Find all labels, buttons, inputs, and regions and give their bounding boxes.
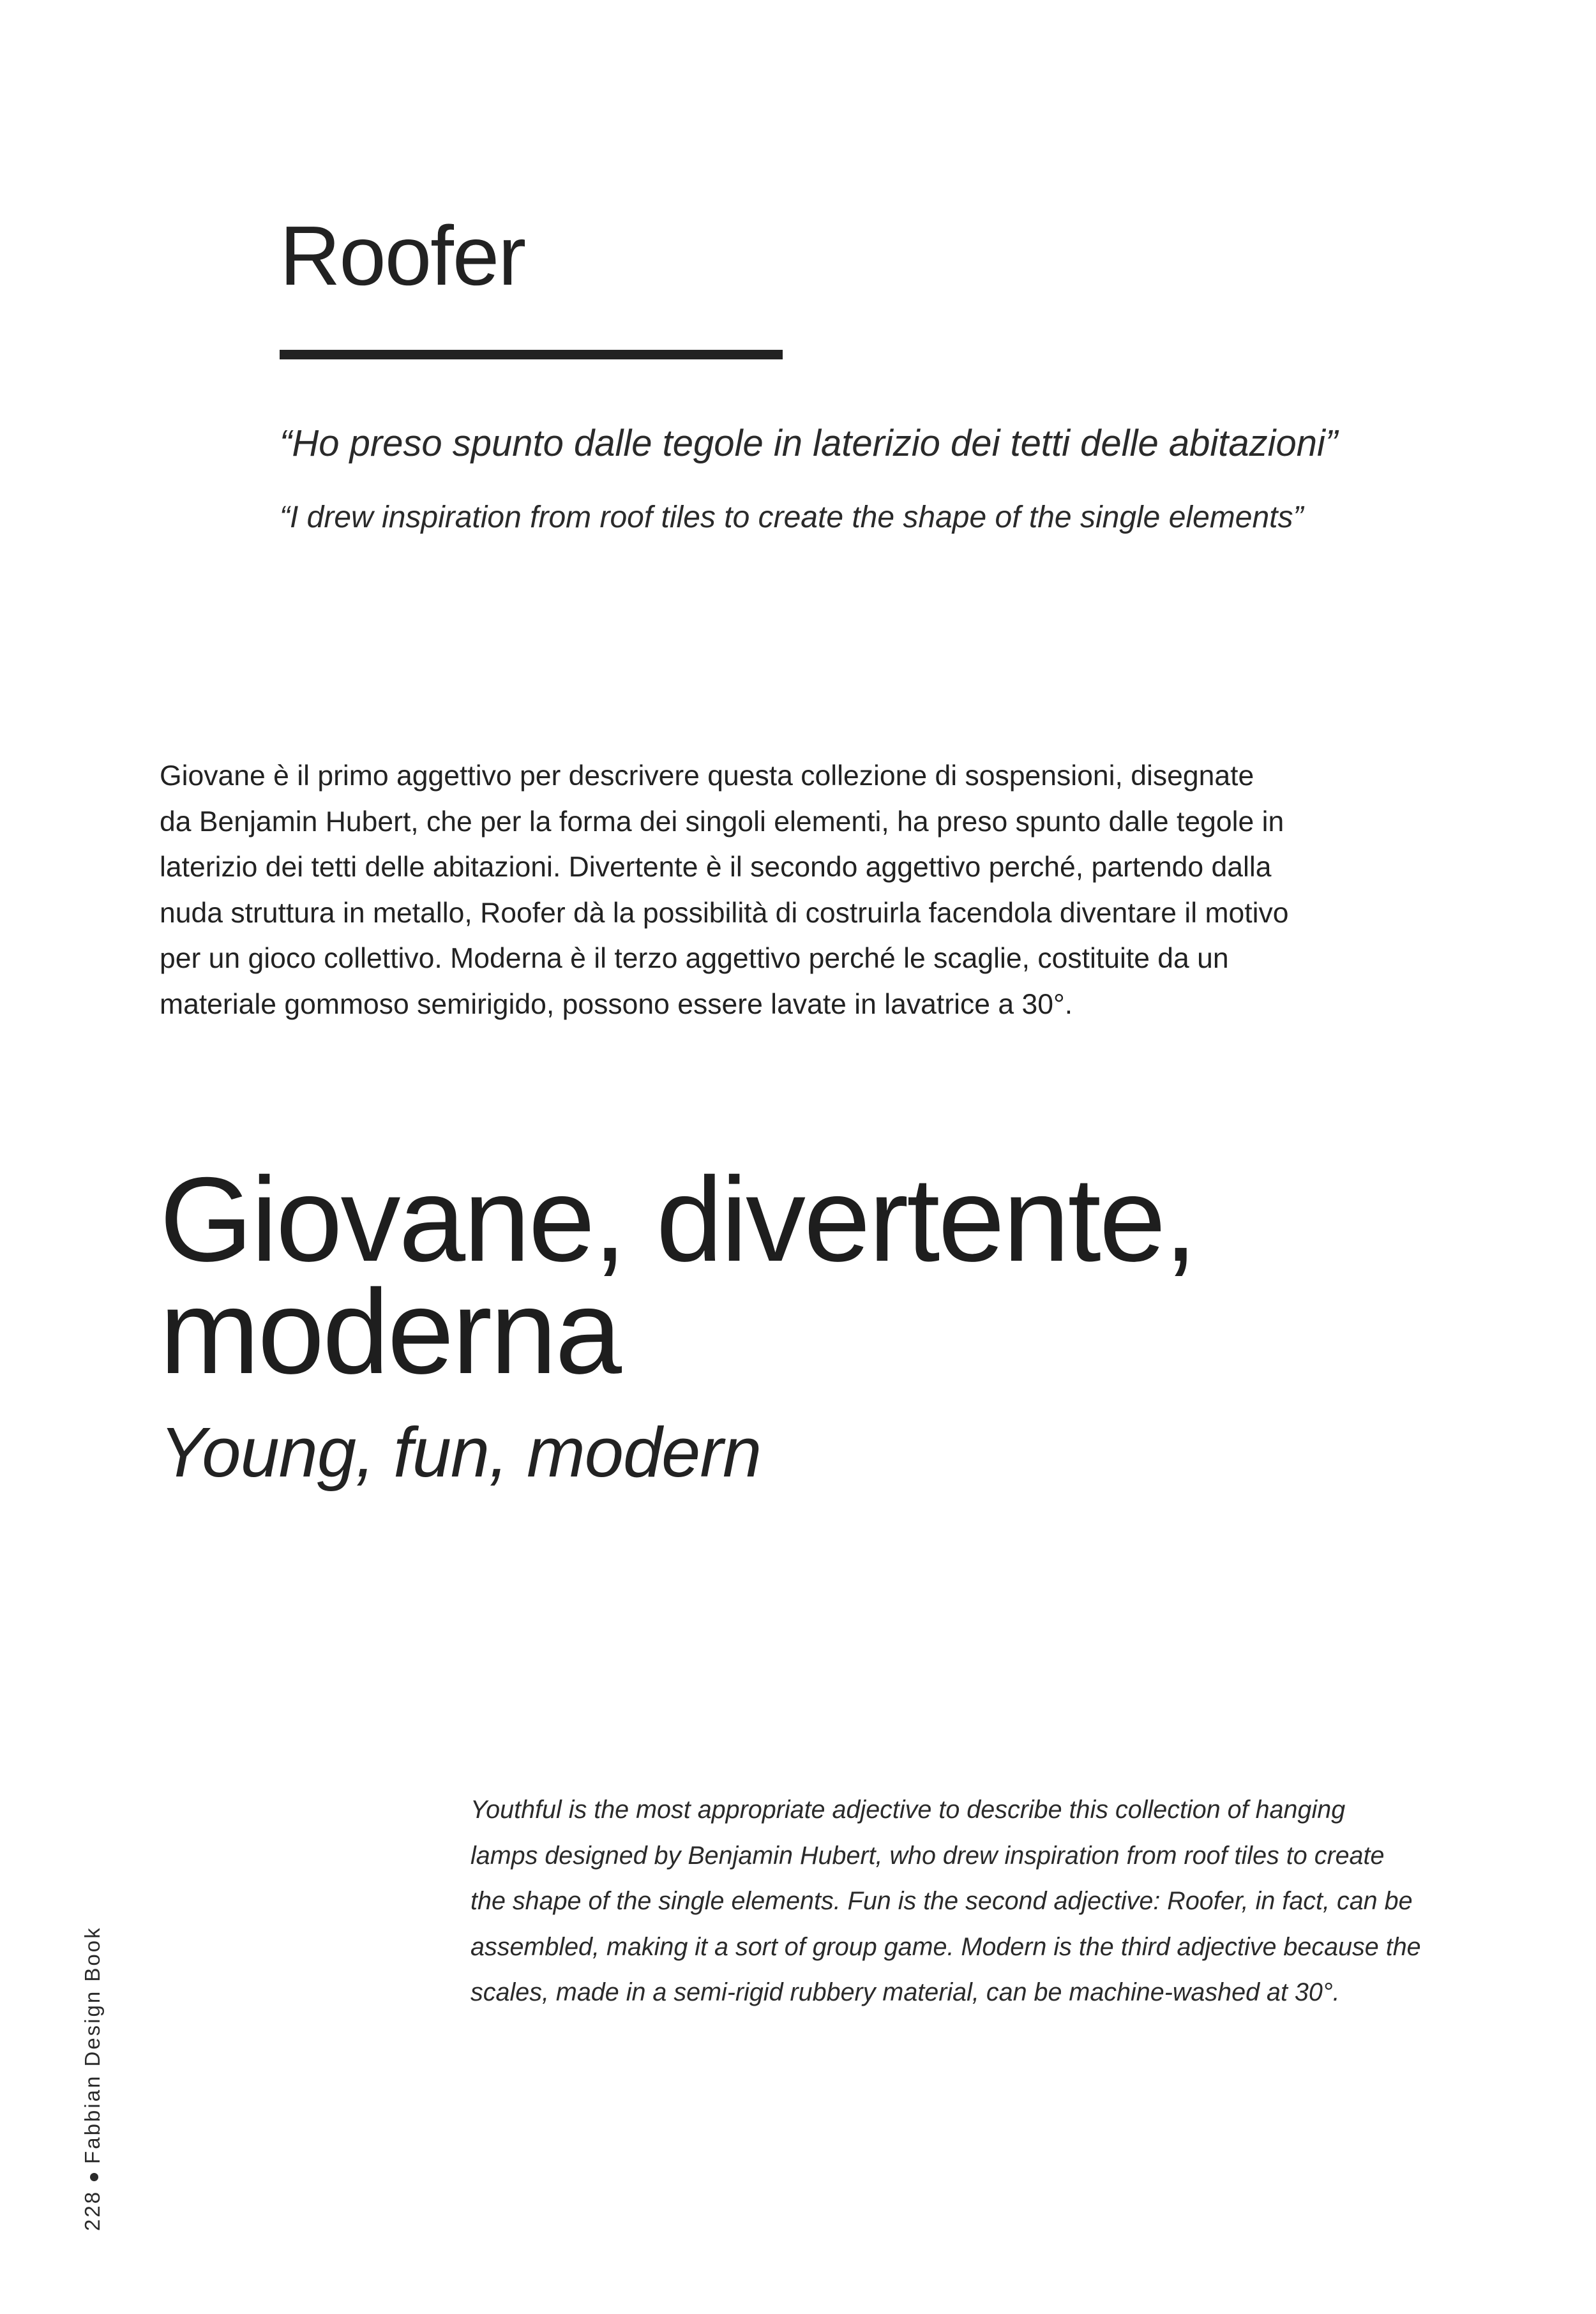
section-headline — [160, 1152, 1196, 1399]
page-folio — [82, 1926, 103, 2231]
page-title: Roofer — [280, 209, 525, 303]
title-underline — [280, 350, 783, 359]
body-text-english — [471, 1787, 1466, 2016]
body-english-line: Youthful is the most appropriate adjective to describe this collection of hanging — [471, 1796, 1346, 1824]
book-title: Fabbian Design Book — [80, 1926, 104, 2164]
body-english-line: the shape of the single elements. Fun is the second adjective: Roofer, in fact, can be — [471, 1887, 1413, 1915]
body-italian-line: laterizio dei tetti delle abitazioni. Divertente è il secondo aggettivo perché, partendo dalla — [160, 852, 1272, 883]
body-english-line: scales, made in a semi-rigid rubbery material, can be machine-washed at 30°. — [471, 1978, 1340, 2006]
headline-line: moderna — [160, 1265, 620, 1399]
body-italian-line: da Benjamin Hubert, che per la forma dei singoli elementi, ha preso spunto dalle tegole in — [160, 806, 1284, 838]
headline-line: Giovane, divertente, — [160, 1152, 1196, 1286]
bullet-icon — [90, 2173, 98, 2181]
section-subheadline: Young, fun, modern — [160, 1413, 762, 1492]
body-text-italian — [160, 753, 1309, 1027]
body-italian-line: materiale gommoso semirigido, possono essere lavate in lavatrice a 30°. — [160, 988, 1073, 1020]
body-english-line: lamps designed by Benjamin Hubert, who drew inspiration from roof tiles to create — [471, 1841, 1385, 1870]
quote-english: “I drew inspiration from roof tiles to create the shape of the single elements” — [280, 500, 1304, 534]
page-number: 228 — [80, 2190, 104, 2231]
body-italian-line: nuda struttura in metallo, Roofer dà la possibilità di costruirla facendola diventare il motivo — [160, 897, 1289, 929]
body-english-line: assembled, making it a sort of group game. Modern is the third adjective because the — [471, 1932, 1421, 1961]
quote-italian: “Ho preso spunto dalle tegole in laterizio dei tetti delle abitazioni” — [280, 423, 1338, 464]
body-italian-line: per un gioco collettivo. Moderna è il terzo aggettivo perché le scaglie, costituite da un — [160, 943, 1229, 974]
body-italian-line: Giovane è il primo aggettivo per descrivere questa collezione di sospensioni, disegnate — [160, 760, 1254, 792]
